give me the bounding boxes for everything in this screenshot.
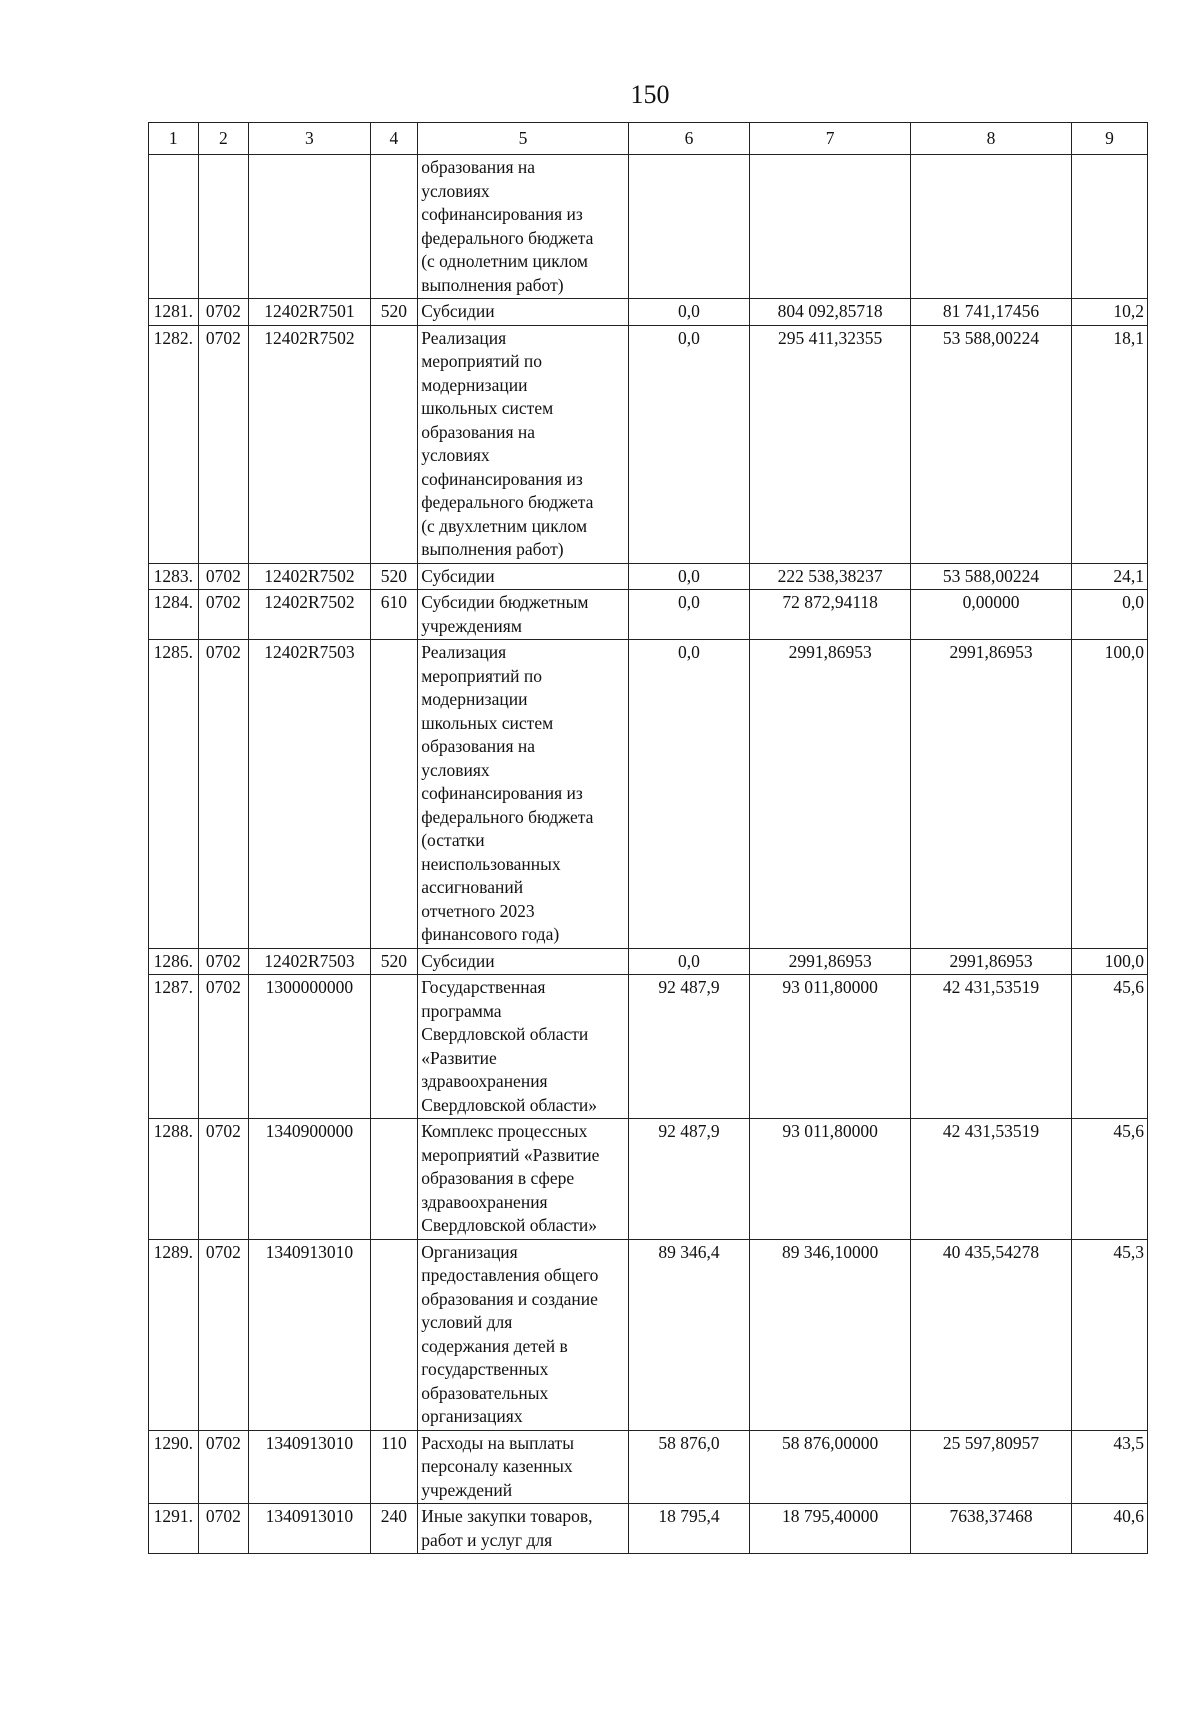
amount-cell: 89 346,4 [628, 1239, 749, 1430]
amount-cell: 89 346,10000 [750, 1239, 911, 1430]
section-code-cell: 0702 [198, 1239, 249, 1430]
target-article-cell: 12402R7502 [249, 325, 370, 563]
target-article-cell: 1340900000 [249, 1119, 370, 1240]
column-header: 9 [1072, 123, 1148, 155]
percent-cell: 100,0 [1072, 948, 1148, 975]
column-header: 5 [418, 123, 629, 155]
item-name-cell: Субсидии бюджетным учреждениям [418, 590, 629, 640]
amount-cell: 40 435,54278 [911, 1239, 1072, 1430]
amount-cell: 18 795,4 [628, 1504, 749, 1554]
amount-cell: 222 538,38237 [750, 563, 911, 590]
amount-cell: 0,0 [628, 640, 749, 949]
expense-type-cell [370, 640, 418, 949]
amount-cell: 0,0 [628, 590, 749, 640]
section-code-cell: 0702 [198, 1430, 249, 1504]
percent-cell [1072, 155, 1148, 299]
amount-cell [911, 155, 1072, 299]
column-header: 3 [249, 123, 370, 155]
row-number-cell: 1288. [149, 1119, 199, 1240]
expense-type-cell: 520 [370, 299, 418, 326]
expense-type-cell: 520 [370, 563, 418, 590]
amount-cell: 0,0 [628, 325, 749, 563]
amount-cell [750, 155, 911, 299]
section-code-cell: 0702 [198, 590, 249, 640]
row-number-cell: 1289. [149, 1239, 199, 1430]
section-code-cell: 0702 [198, 1504, 249, 1554]
target-article-cell: 12402R7502 [249, 590, 370, 640]
row-number-cell: 1286. [149, 948, 199, 975]
item-name-cell: Расходы на выплаты персоналу казенных учреждений [418, 1430, 629, 1504]
section-code-cell: 0702 [198, 948, 249, 975]
amount-cell: 53 588,00224 [911, 325, 1072, 563]
expense-type-cell [370, 1239, 418, 1430]
table-row [149, 1430, 1148, 1504]
expense-type-cell [370, 155, 418, 299]
table-row [149, 155, 1148, 299]
table-row [149, 299, 1148, 326]
percent-cell: 24,1 [1072, 563, 1148, 590]
percent-cell: 10,2 [1072, 299, 1148, 326]
amount-cell: 18 795,40000 [750, 1504, 911, 1554]
row-number-cell [149, 155, 199, 299]
percent-cell: 45,6 [1072, 975, 1148, 1119]
item-name-cell: Иные закупки товаров, работ и услуг для [418, 1504, 629, 1554]
table-row [149, 975, 1148, 1119]
table-row [149, 948, 1148, 975]
item-name-cell: Государственная программа Свердловской области «Развитие здравоохранения Свердловской области» [418, 975, 629, 1119]
amount-cell: 93 011,80000 [750, 975, 911, 1119]
amount-cell: 72 872,94118 [750, 590, 911, 640]
amount-cell [628, 155, 749, 299]
amount-cell: 0,0 [628, 299, 749, 326]
item-name-cell: Субсидии [418, 948, 629, 975]
target-article-cell: 1340913010 [249, 1239, 370, 1430]
amount-cell: 92 487,9 [628, 1119, 749, 1240]
target-article-cell: 1340913010 [249, 1504, 370, 1554]
amount-cell: 0,0 [628, 948, 749, 975]
table-row [149, 1504, 1148, 1554]
section-code-cell: 0702 [198, 975, 249, 1119]
item-name-cell: Комплекс процессных мероприятий «Развитие образования в сфере здравоохранения Свердловской области» [418, 1119, 629, 1240]
amount-cell: 81 741,17456 [911, 299, 1072, 326]
percent-cell: 100,0 [1072, 640, 1148, 949]
percent-cell: 18,1 [1072, 325, 1148, 563]
percent-cell: 43,5 [1072, 1430, 1148, 1504]
table-row [149, 590, 1148, 640]
amount-cell: 25 597,80957 [911, 1430, 1072, 1504]
amount-cell: 93 011,80000 [750, 1119, 911, 1240]
amount-cell: 42 431,53519 [911, 1119, 1072, 1240]
column-header: 4 [370, 123, 418, 155]
table-row [149, 1239, 1148, 1430]
expense-type-cell: 610 [370, 590, 418, 640]
amount-cell: 2991,86953 [911, 640, 1072, 949]
expense-type-cell: 110 [370, 1430, 418, 1504]
amount-cell: 2991,86953 [750, 640, 911, 949]
row-number-cell: 1287. [149, 975, 199, 1119]
column-header: 6 [628, 123, 749, 155]
amount-cell: 92 487,9 [628, 975, 749, 1119]
budget-table [148, 122, 1148, 1554]
amount-cell: 0,0 [628, 563, 749, 590]
row-number-cell: 1283. [149, 563, 199, 590]
column-header: 8 [911, 123, 1072, 155]
percent-cell: 45,6 [1072, 1119, 1148, 1240]
section-code-cell: 0702 [198, 563, 249, 590]
column-header: 2 [198, 123, 249, 155]
section-code-cell: 0702 [198, 1119, 249, 1240]
item-name-cell: Субсидии [418, 299, 629, 326]
expense-type-cell [370, 975, 418, 1119]
amount-cell: 58 876,0 [628, 1430, 749, 1504]
amount-cell: 7638,37468 [911, 1504, 1072, 1554]
header-row [149, 123, 1148, 155]
page-number: 150 [630, 80, 670, 109]
target-article-cell [249, 155, 370, 299]
row-number-cell: 1290. [149, 1430, 199, 1504]
row-number-cell: 1291. [149, 1504, 199, 1554]
amount-cell: 0,00000 [911, 590, 1072, 640]
percent-cell: 45,3 [1072, 1239, 1148, 1430]
target-article-cell: 12402R7503 [249, 640, 370, 949]
target-article-cell: 12402R7501 [249, 299, 370, 326]
column-header: 1 [149, 123, 199, 155]
column-header: 7 [750, 123, 911, 155]
amount-cell: 2991,86953 [750, 948, 911, 975]
row-number-cell: 1282. [149, 325, 199, 563]
amount-cell: 58 876,00000 [750, 1430, 911, 1504]
section-code-cell: 0702 [198, 325, 249, 563]
item-name-cell: образования на условиях софинансирования из федерального бюджета (с однолетним циклом выполнения работ) [418, 155, 629, 299]
amount-cell: 295 411,32355 [750, 325, 911, 563]
target-article-cell: 12402R7503 [249, 948, 370, 975]
expense-type-cell: 240 [370, 1504, 418, 1554]
amount-cell: 53 588,00224 [911, 563, 1072, 590]
section-code-cell: 0702 [198, 299, 249, 326]
amount-cell: 804 092,85718 [750, 299, 911, 326]
row-number-cell: 1285. [149, 640, 199, 949]
target-article-cell: 1300000000 [249, 975, 370, 1119]
item-name-cell: Субсидии [418, 563, 629, 590]
section-code-cell: 0702 [198, 640, 249, 949]
table-row [149, 640, 1148, 949]
item-name-cell: Организация предоставления общего образования и создание условий для содержания детей в государственных образовательных организациях [418, 1239, 629, 1430]
amount-cell: 2991,86953 [911, 948, 1072, 975]
table-row [149, 325, 1148, 563]
expense-type-cell [370, 1119, 418, 1240]
row-number-cell: 1284. [149, 590, 199, 640]
target-article-cell: 1340913010 [249, 1430, 370, 1504]
item-name-cell: Реализация мероприятий по модернизации школьных систем образования на условиях софинансирования из федерального бюджета (с двухлетним циклом выполнения работ) [418, 325, 629, 563]
table-row [149, 1119, 1148, 1240]
section-code-cell [198, 155, 249, 299]
expense-type-cell [370, 325, 418, 563]
row-number-cell: 1281. [149, 299, 199, 326]
amount-cell: 42 431,53519 [911, 975, 1072, 1119]
target-article-cell: 12402R7502 [249, 563, 370, 590]
percent-cell: 40,6 [1072, 1504, 1148, 1554]
table-row [149, 563, 1148, 590]
expense-type-cell: 520 [370, 948, 418, 975]
percent-cell: 0,0 [1072, 590, 1148, 640]
item-name-cell: Реализация мероприятий по модернизации школьных систем образования на условиях софинансирования из федерального бюджета (остатки неиспользованных ассигнований отчетного 2023 финансового года) [418, 640, 629, 949]
